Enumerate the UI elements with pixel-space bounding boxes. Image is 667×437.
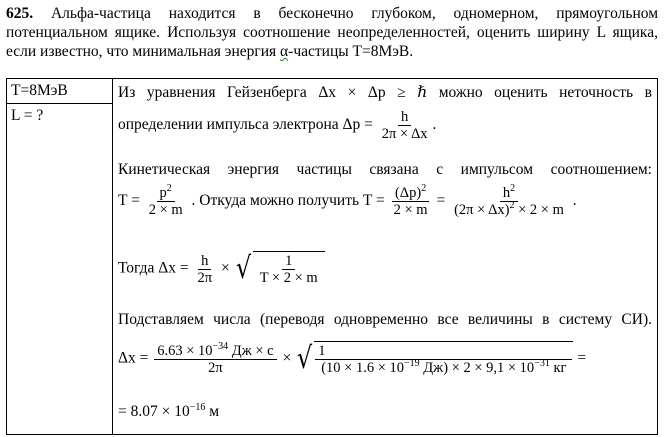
dx-num-sqrt bbox=[295, 341, 573, 377]
energy-a: (10 × 1.6 × 10 bbox=[321, 360, 405, 376]
t-fraction-2 bbox=[391, 185, 431, 218]
dx-den: 2π bbox=[197, 269, 213, 286]
t-den-1: 2 × m bbox=[148, 202, 183, 218]
result-value: = 8.07 × 10 bbox=[118, 403, 190, 420]
t-num-3: h bbox=[502, 185, 511, 201]
dx-fraction bbox=[195, 253, 216, 286]
dx-num-fraction bbox=[154, 340, 276, 376]
dx-num-equals: = bbox=[577, 349, 587, 367]
mass-unit: кг bbox=[549, 360, 567, 376]
dx-sqrt-den: T × 2 × m bbox=[259, 270, 318, 286]
two-pi: 2π bbox=[208, 359, 223, 376]
t-num-2: (Δp) bbox=[394, 185, 422, 201]
dx-sqrt-num: 1 bbox=[282, 253, 295, 270]
solution-line-2 bbox=[118, 109, 436, 142]
given-column bbox=[7, 79, 113, 435]
result-unit: м bbox=[205, 403, 220, 420]
solution-line-8 bbox=[118, 403, 219, 421]
dp-end: . bbox=[432, 116, 437, 134]
mass-a: Дж) × 2 × 9,1 × 10 bbox=[419, 360, 535, 376]
t-num-1: p bbox=[159, 185, 167, 201]
problem-text-b: -частицы T=8МэВ. bbox=[288, 43, 414, 60]
sqrt-sign-2: √ bbox=[296, 341, 313, 376]
t-num-3-exp: 2 bbox=[510, 183, 516, 194]
h-unit: Дж × с bbox=[228, 342, 274, 359]
mass-exp: −31 bbox=[534, 358, 550, 369]
t-den-3a: (2π × Δx) bbox=[454, 202, 510, 218]
energy-exp: −19 bbox=[404, 358, 420, 369]
dx-label: Тогда Δx = bbox=[118, 259, 189, 277]
h-exp: −34 bbox=[212, 340, 229, 352]
given-unknown: L = ? bbox=[11, 107, 44, 124]
dx-sqrt bbox=[234, 251, 325, 287]
solution-table bbox=[6, 78, 658, 435]
dp-denominator: 2π × Δx bbox=[381, 126, 428, 142]
dx-num: h bbox=[198, 253, 211, 270]
solution-line-1: Из уравнения Гейзенберга Δx × Δp ≥ ℏ можно оценить неточность в bbox=[118, 84, 652, 101]
problem-number: 625. bbox=[6, 5, 34, 22]
h-value: 6.63 × 10 bbox=[157, 342, 213, 359]
dx-num-times: × bbox=[282, 349, 292, 367]
sqrt-one: 1 bbox=[315, 343, 572, 360]
solution-line-7 bbox=[118, 341, 586, 377]
sqrt-sign: √ bbox=[235, 251, 251, 286]
t-num-2-exp: 2 bbox=[421, 183, 427, 194]
given-energy: T=8МэВ bbox=[7, 79, 112, 104]
t-den-3b: × 2 × m bbox=[514, 202, 564, 218]
result-exp: −16 bbox=[189, 402, 206, 413]
solution-line-6: Подставляем числа (переводя одновременно все величины в систему СИ). bbox=[118, 311, 652, 328]
t-den-2: 2 × m bbox=[393, 202, 428, 218]
solution-line-4 bbox=[118, 185, 577, 218]
t-text: . Откуда можно получить T = bbox=[191, 192, 385, 210]
t-den-3-exp: 2 bbox=[509, 200, 515, 211]
dp-fraction bbox=[379, 109, 431, 142]
dx-num-label: Δx = bbox=[118, 349, 149, 367]
t-fraction-3 bbox=[451, 185, 567, 218]
alpha-symbol: α bbox=[280, 43, 289, 60]
t-end: . bbox=[572, 192, 577, 210]
solution-line-3: Кинетическая энергия частицы связана с импульсом соотношением: bbox=[118, 161, 652, 178]
solution-column bbox=[113, 79, 658, 435]
t-equals: = bbox=[436, 192, 446, 210]
dx-times: × bbox=[220, 259, 230, 277]
problem-text-a: Альфа-частица находится в бесконечно глубоком, одномерном, прямоугольном потенциальном ящике. Используя соотношение неопределенностей, оценить ширину L ящика, если известно, что минимальная энергия bbox=[6, 5, 658, 60]
t-fraction-1 bbox=[146, 185, 186, 218]
dp-text: определении импульса электрона Δp = bbox=[118, 116, 373, 134]
solution-line-5 bbox=[118, 251, 325, 287]
t-num-1-exp: 2 bbox=[166, 183, 172, 194]
dp-numerator: h bbox=[398, 109, 411, 126]
t-label: T = bbox=[118, 192, 140, 210]
problem-statement bbox=[6, 4, 658, 61]
